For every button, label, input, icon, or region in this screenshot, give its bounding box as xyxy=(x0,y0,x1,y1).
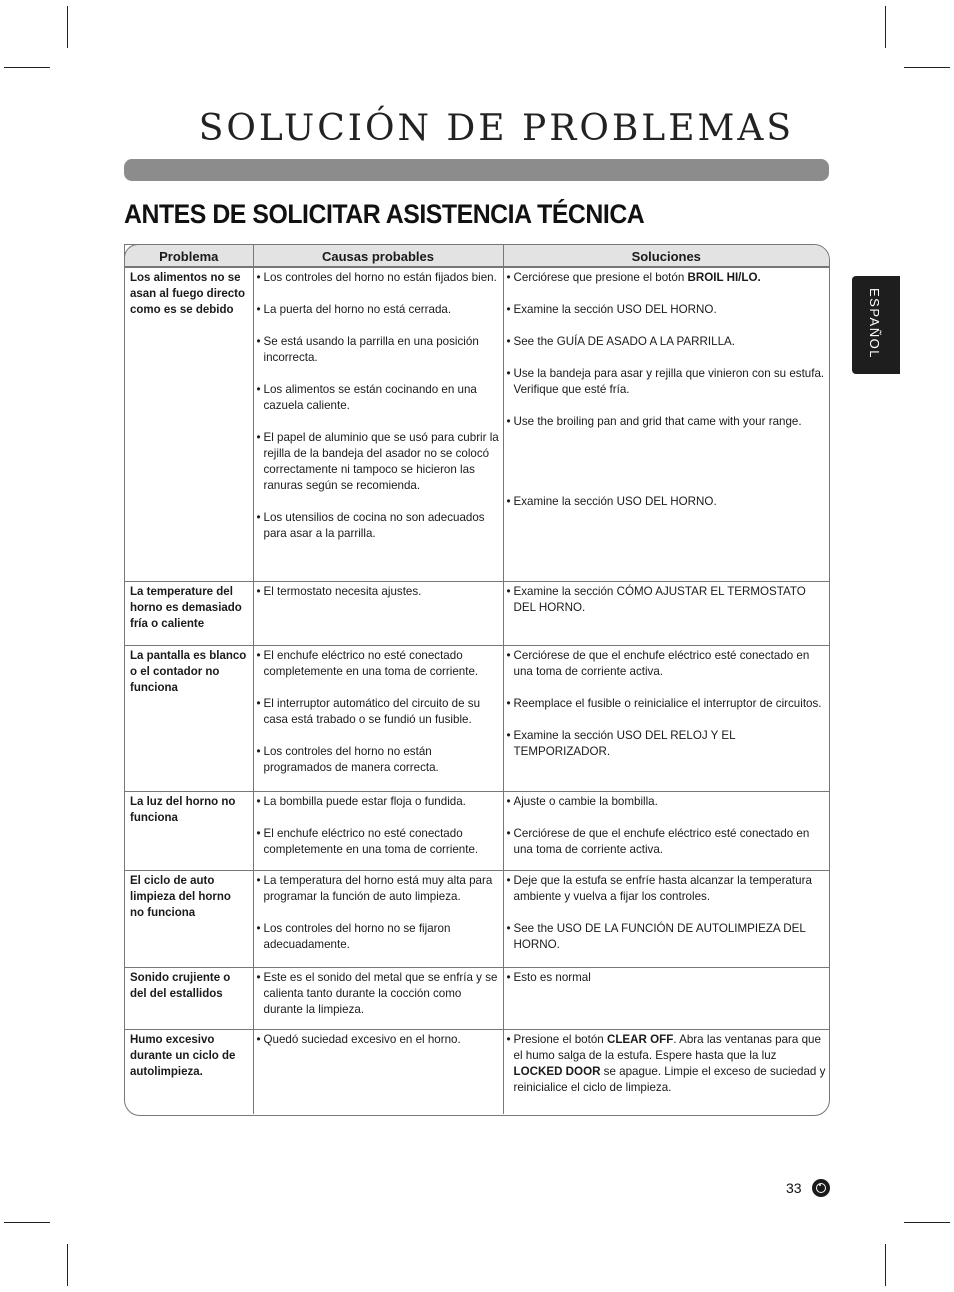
cause-item: • Los utensilios de cocina no son adecuados para asar a la parrilla. xyxy=(257,510,501,542)
solution-cell xyxy=(503,871,829,968)
table-row xyxy=(125,792,829,871)
table-header-row xyxy=(125,245,829,268)
cause-item: • Los controles del horno no están programados de manera correcta. xyxy=(257,744,501,776)
crop-mark xyxy=(885,6,886,48)
table-row xyxy=(125,968,829,1030)
problem-cell: El ciclo de auto limpieza del horno no funciona xyxy=(125,871,253,968)
cause-item: • Se está usando la parrilla en una posición incorrecta. xyxy=(257,334,501,366)
cause-item: • El interruptor automático del circuito de su casa está trabado o se fundió un fusible. xyxy=(257,696,501,728)
header-problema: Problema xyxy=(125,245,253,268)
page-title: SOLUCIÓN DE PROBLEMAS xyxy=(198,108,794,149)
crop-mark xyxy=(4,67,50,68)
crop-mark xyxy=(67,6,68,48)
solution-text: See the GUÍA DE ASADO A LA PARRILLA. xyxy=(513,335,735,348)
crop-mark xyxy=(67,1244,68,1286)
solution-text: Presione el botón xyxy=(513,1033,607,1046)
problem-cell: Humo excesivo durante un ciclo de autolimpieza. xyxy=(125,1030,253,1114)
solution-text: . Abra las ventanas para que el humo salga de la estufa. Espere hasta que la luz xyxy=(513,1033,821,1062)
cause-item: • Quedó suciedad excesivo en el horno. xyxy=(257,1032,501,1048)
solution-text: See the USO DE LA FUNCIÓN DE AUTOLIMPIEZA DEL HORNO. xyxy=(513,922,806,951)
page-number: 33 xyxy=(786,1180,802,1196)
cause-item: • Los alimentos se están cocinando en una cazuela caliente. xyxy=(257,382,501,414)
header-soluciones: Soluciones xyxy=(503,245,829,268)
solution-item xyxy=(507,794,828,810)
solution-keyword: LOCKED DOOR xyxy=(513,1065,601,1078)
cause-item: • Este es el sonido del metal que se enfría y se calienta tanto durante la cocción como durante la limpieza. xyxy=(257,970,501,1018)
solution-item xyxy=(507,270,828,286)
title-divider-bar xyxy=(124,159,829,181)
solution-text: Examine la sección USO DEL HORNO. xyxy=(513,303,717,316)
problem-cell: Los alimentos no se asan al fuego directo como es se debido xyxy=(130,272,246,316)
solution-item xyxy=(507,366,828,398)
solution-item xyxy=(507,970,828,986)
crop-mark xyxy=(885,1244,886,1286)
problem-cell: La temperature del horno es demasiado fría o caliente xyxy=(125,582,253,646)
solution-item xyxy=(507,826,828,858)
cause-cell xyxy=(253,268,503,582)
cause-item: • El enchufe eléctrico no esté conectado completemente en una toma de corriente. xyxy=(257,826,501,858)
cause-item: • El termostato necesita ajustes. xyxy=(257,584,501,600)
table-row xyxy=(125,871,829,968)
solution-text: Use the broiling pan and grid that came with your range. xyxy=(513,415,802,428)
solution-text: Ajuste o cambie la bombilla. xyxy=(513,795,658,808)
cause-cell xyxy=(253,968,503,1030)
cause-item: • La temperatura del horno está muy alta para programar la función de auto limpieza. xyxy=(257,873,501,905)
solution-item xyxy=(507,334,828,350)
solution-cell xyxy=(503,968,829,1030)
solution-item xyxy=(507,696,828,712)
solution-text: se apague. Limpie el exceso de suciedad y reinicialice el ciclo de limpieza. xyxy=(513,1065,826,1094)
header-causas: Causas probables xyxy=(253,245,503,268)
section-heading: ANTES DE SOLICITAR ASISTENCIA TÉCNICA xyxy=(124,199,645,229)
cause-item: • Los controles del horno no se fijaron adecuadamente. xyxy=(257,921,501,953)
solution-cell xyxy=(503,792,829,871)
problem-cell: La pantalla es blanco o el contador no funciona xyxy=(125,646,253,792)
cause-item: • El papel de aluminio que se usó para cubrir la rejilla de la bandeja del asador no se colocó correctamente ni tampoco se hicieron las ranuras según se recomienda. xyxy=(257,430,501,494)
solution-cell xyxy=(503,1030,829,1114)
solution-item xyxy=(507,302,828,318)
solution-item xyxy=(507,873,828,905)
solution-text: Examine la sección USO DEL RELOJ Y EL TEMPORIZADOR. xyxy=(513,729,736,758)
solution-item xyxy=(507,584,828,616)
solution-text: Reemplace el fusible o reinicialice el interruptor de circuitos. xyxy=(513,697,822,710)
cause-cell xyxy=(253,582,503,646)
solution-item xyxy=(507,648,828,680)
solution-text: Cerciórese de que el enchufe eléctrico esté conectado en una toma de corriente activa. xyxy=(513,827,810,856)
cause-cell xyxy=(253,1030,503,1114)
solution-text: Use la bandeja para asar y rejilla que vinieron con su estufa. Verifique que esté fría. xyxy=(513,367,825,396)
troubleshooting-table xyxy=(124,244,830,1116)
problem-cell: La luz del horno no funciona xyxy=(125,792,253,871)
solution-cell xyxy=(503,646,829,792)
crop-mark xyxy=(4,1222,50,1223)
cause-item: • La puerta del horno no está cerrada. xyxy=(257,302,501,318)
cause-item: • La bombilla puede estar floja o fundida. xyxy=(257,794,501,810)
solution-cell xyxy=(503,582,829,646)
solution-text: Examine la sección USO DEL HORNO. xyxy=(513,495,717,508)
solution-keyword: BROIL HI/LO. xyxy=(687,271,761,284)
solution-item xyxy=(507,494,828,510)
solution-cell xyxy=(503,268,829,582)
problem-cell: Sonido crujiente o del del estallidos xyxy=(125,968,253,1030)
language-tab-label: ESPAÑOL xyxy=(867,288,882,359)
solution-item xyxy=(507,414,828,430)
lg-logo-icon xyxy=(812,1179,830,1197)
solution-text: Deje que la estufa se enfríe hasta alcanzar la temperatura ambiente y vuelva a fijar los controles. xyxy=(513,874,812,903)
language-tab xyxy=(852,276,900,374)
solution-item xyxy=(507,728,828,760)
solution-text: Cerciórese de que el enchufe eléctrico esté conectado en una toma de corriente activa. xyxy=(513,649,810,678)
cause-cell xyxy=(253,871,503,968)
solution-text: Esto es normal xyxy=(513,971,591,984)
cause-cell xyxy=(253,646,503,792)
solution-text: Cerciórese que presione el botón xyxy=(513,271,688,284)
solution-keyword: CLEAR OFF xyxy=(606,1033,674,1046)
solution-item xyxy=(507,921,828,953)
table-row xyxy=(125,582,829,646)
cause-cell xyxy=(253,792,503,871)
crop-mark xyxy=(904,67,950,68)
troubleshooting-grid xyxy=(125,245,829,1114)
solution-item xyxy=(507,1032,828,1096)
cause-item: • El enchufe eléctrico no esté conectado completemente en una toma de corriente. xyxy=(257,648,501,680)
crop-mark xyxy=(904,1222,950,1223)
table-row xyxy=(125,1030,829,1114)
cause-item: • Los controles del horno no están fijados bien. xyxy=(257,270,501,286)
table-row xyxy=(125,646,829,792)
table-row xyxy=(125,268,829,582)
solution-text: Examine la sección CÓMO AJUSTAR EL TERMOSTATO DEL HORNO. xyxy=(513,585,806,614)
